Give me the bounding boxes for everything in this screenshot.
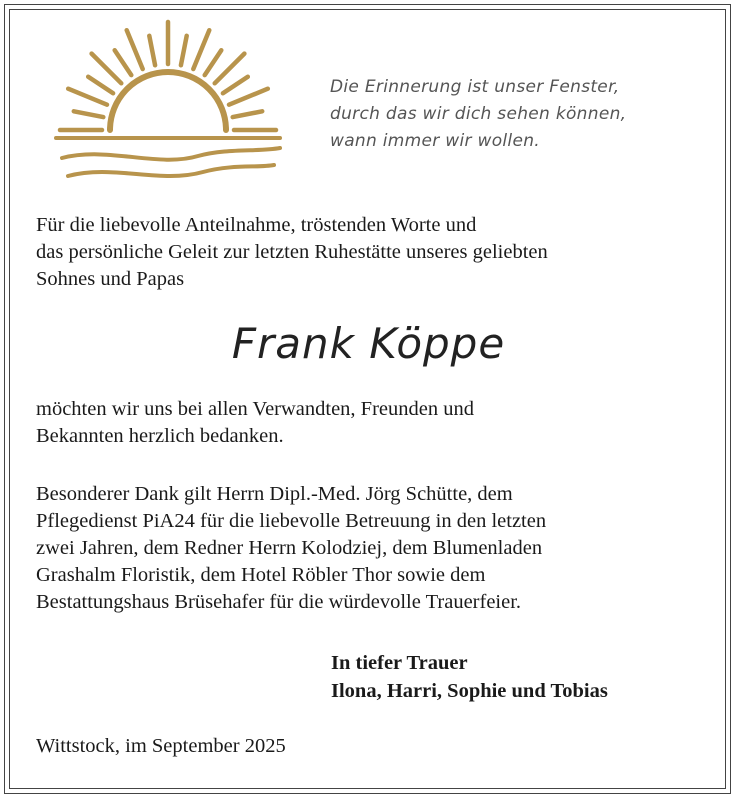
sun-ray	[181, 36, 187, 66]
intro-line: das persönliche Geleit zur letzten Ruhestätte unseres geliebten	[36, 241, 548, 263]
sun-ray	[149, 36, 155, 66]
sun-ray	[193, 30, 209, 69]
quote-line: durch das wir dich sehen können,	[330, 104, 627, 124]
sun-ray	[233, 111, 263, 117]
wave-1	[62, 148, 280, 160]
sun-ray	[127, 30, 143, 69]
wave-2	[68, 165, 274, 176]
signature-heading: In tiefer Trauer	[331, 652, 468, 674]
quote-line: wann immer wir wollen.	[330, 131, 540, 151]
sun-logo-icon	[48, 18, 288, 190]
deceased-name: Frank Köppe	[231, 319, 506, 368]
special-thanks-line: Grashalm Floristik, dem Hotel Röbler Thor sowie dem	[36, 564, 486, 586]
special-thanks-line: Besonderer Dank gilt Herrn Dipl.-Med. Jörg Schütte, dem	[36, 483, 513, 505]
sun-ray	[74, 111, 104, 117]
memorial-quote	[330, 74, 720, 155]
signature-block	[331, 649, 608, 705]
thanks-line: Bekannten herzlich bedanken.	[36, 425, 284, 447]
special-thanks-line: Bestattungshaus Brüsehafer für die würdevolle Trauerfeier.	[36, 591, 522, 613]
intro-line: Sohnes und Papas	[36, 268, 185, 290]
sun-ray	[205, 50, 222, 75]
sun-ray	[215, 54, 245, 84]
thanks-line: möchten wir uns bei allen Verwandten, Freunden und	[36, 398, 474, 420]
special-thanks-paragraph	[36, 481, 546, 616]
place-date: Wittstock, im September 2025	[36, 735, 286, 757]
special-thanks-line: Pflegedienst PiA24 für die liebevolle Betreuung in den letzten	[36, 510, 547, 532]
sun-ray	[223, 77, 248, 94]
sun-ray	[88, 77, 113, 94]
sun-ray	[92, 54, 122, 84]
sun-ray	[115, 50, 132, 75]
sun-ray	[229, 89, 268, 105]
thanks-paragraph	[36, 396, 474, 450]
intro-paragraph	[36, 212, 548, 293]
signature-names: Ilona, Harri, Sophie und Tobias	[331, 680, 608, 702]
sun-ray	[68, 89, 107, 105]
quote-line: Die Erinnerung ist unser Fenster,	[330, 77, 620, 97]
special-thanks-line: zwei Jahren, dem Redner Herrn Kolodziej, dem Blumenladen	[36, 537, 543, 559]
sun-arc	[110, 72, 226, 130]
intro-line: Für die liebevolle Anteilnahme, tröstenden Worte und	[36, 214, 477, 236]
